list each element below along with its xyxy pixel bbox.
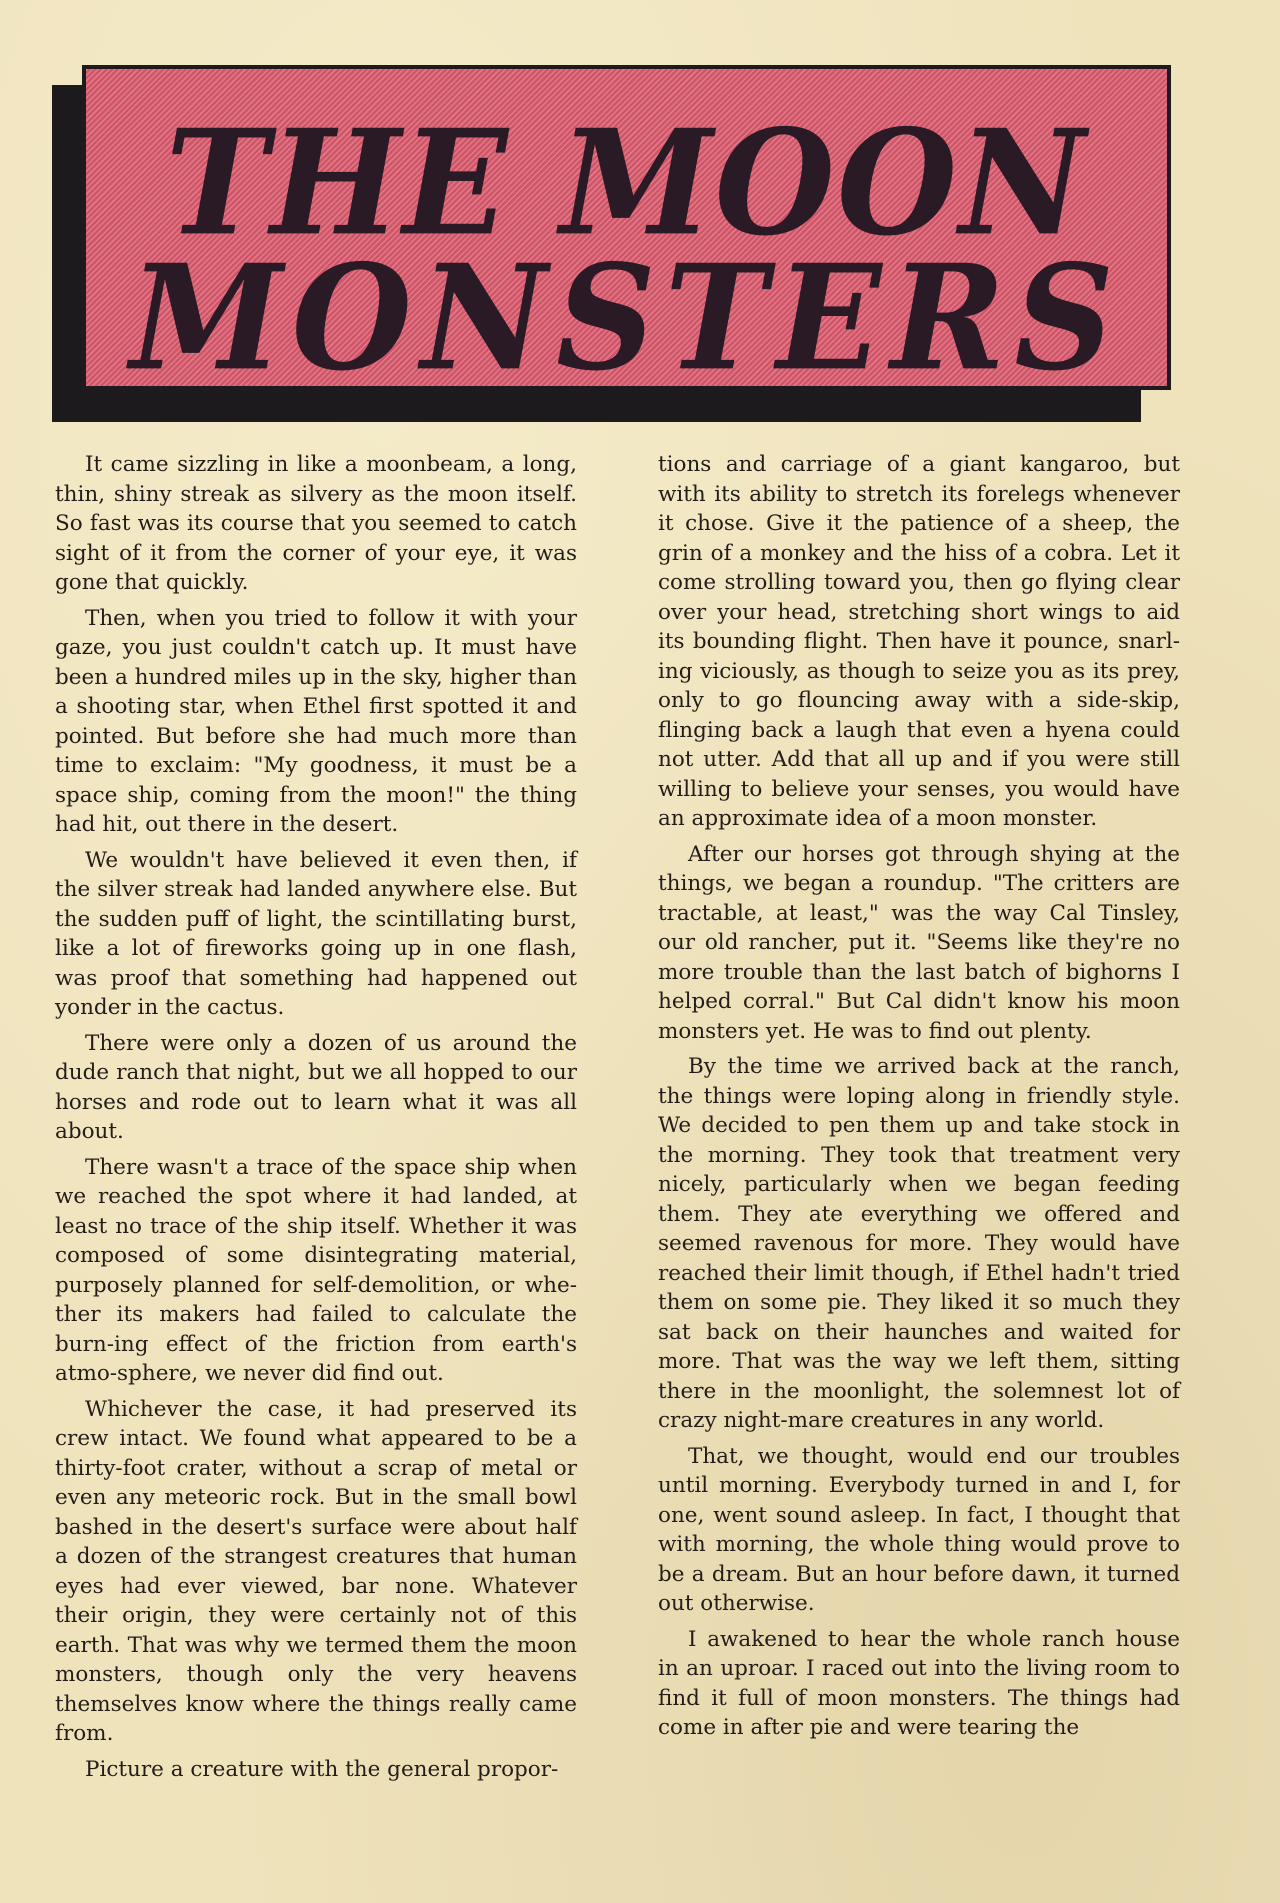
paragraph: Picture a creature with the general propor- bbox=[85, 1756, 559, 1782]
paragraph: Then, when you tried to follow it with your gaze, you just couldn't catch up. It must have been a hundred miles up in the sky, higher than a shooting star, when Ethel first spotted it and pointed. But before she had much more than time to exclaim: "My goodness, it must be a space ship, coming from the moon!" the thing had hit, out there in the desert. bbox=[55, 605, 577, 837]
paragraph: We wouldn't have believed it even then, if the silver streak had landed anywhere else. But the sudden puff of light, the scintillating burst, like a lot of fireworks going up in one flash, was proof that something had happened out yonder in the cactus. bbox=[55, 847, 577, 1020]
paragraph: There wasn't a trace of the space ship when we reached the spot where it had landed, at least no trace of the ship itself. Whether it was composed of some disintegrating material, purposely planned for self-demolition, or whe-ther its makers had failed to calculate the burn-ing effect of the friction from earth's atmo-sphere, we never did find out. bbox=[55, 1154, 577, 1386]
paragraph: There were only a dozen of us around the dude ranch that night, but we all hopped to our horses and rode out to learn what it was all about. bbox=[55, 1030, 577, 1144]
story-column-right bbox=[658, 450, 1180, 1743]
title-banner bbox=[82, 65, 1171, 404]
paragraph: I awakened to hear the whole ranch house in an uproar. I raced out into the living room to find it full of moon monsters. The things had come in after pie and were tearing the bbox=[658, 1626, 1180, 1740]
paragraph: After our horses got through shying at the things, we began a roundup. "The critters are tractable, at least," was the way Cal Tinsley, our old rancher, put it. "Seems like they're no more trouble than the last batch of bighorns I helped corral." But Cal didn't know his moon monsters yet. He was to find out plenty. bbox=[658, 841, 1180, 1044]
paragraph-continuation: tions and carriage of a giant kangaroo, but with its ability to stretch its forelegs whenever it chose. Give it the patience of a sheep, the grin of a monkey and the hiss of a cobra. Let it come strolling toward you, then go flying clear over your head, stretching short wings to aid its bounding flight. Then have it pounce, snarl-ing viciously, as though to seize you as its prey, only to go flouncing away with a side-skip, flinging back a laugh that even a hyena could not utter. Add that all up and if you were still willing to believe your senses, you would have an approximate idea of a moon monster. bbox=[658, 452, 1180, 831]
story-column-left bbox=[55, 450, 577, 1784]
title-line-2: MONSTERS bbox=[130, 231, 1123, 404]
paragraph: Whichever the case, it had preserved its crew intact. We found what appeared to be a thirty-foot crater, without a scrap of metal or even any meteoric rock. But in the small bowl bashed in the desert's surface were about half a dozen of the strangest creatures that human eyes had ever viewed, bar none. Whatever their origin, they were certainly not of this earth. That was why we termed them the moon monsters, though only the very heavens themselves know where the things really came from. bbox=[55, 1396, 577, 1746]
paragraph: That, we thought, would end our troubles until morning. Everybody turned in and I, for one, went sound asleep. In fact, I thought that with morning, the whole thing would prove to be a dream. But an hour before dawn, it turned out otherwise. bbox=[658, 1443, 1180, 1616]
paragraph: By the time we arrived back at the ranch, the things were loping along in friendly style. We decided to pen them up and take stock in the morning. They took that treatment very nicely, particularly when we began feeding them. They ate everything we offered and seemed ravenous for more. They would have reached their limit though, if Ethel hadn't tried them on some pie. They liked it so much they sat back on their haunches and waited for more. That was the way we left them, sitting there in the moonlight, the solemnest lot of crazy night-mare creatures in any world. bbox=[658, 1054, 1180, 1433]
paragraph: It came sizzling in like a moonbeam, a long, thin, shiny streak as silvery as the moon itself. So fast was its course that you seemed to catch sight of it from the corner of your eye, it was gone that quickly. bbox=[55, 452, 577, 595]
title-line-1: THE MOON bbox=[165, 96, 1088, 269]
